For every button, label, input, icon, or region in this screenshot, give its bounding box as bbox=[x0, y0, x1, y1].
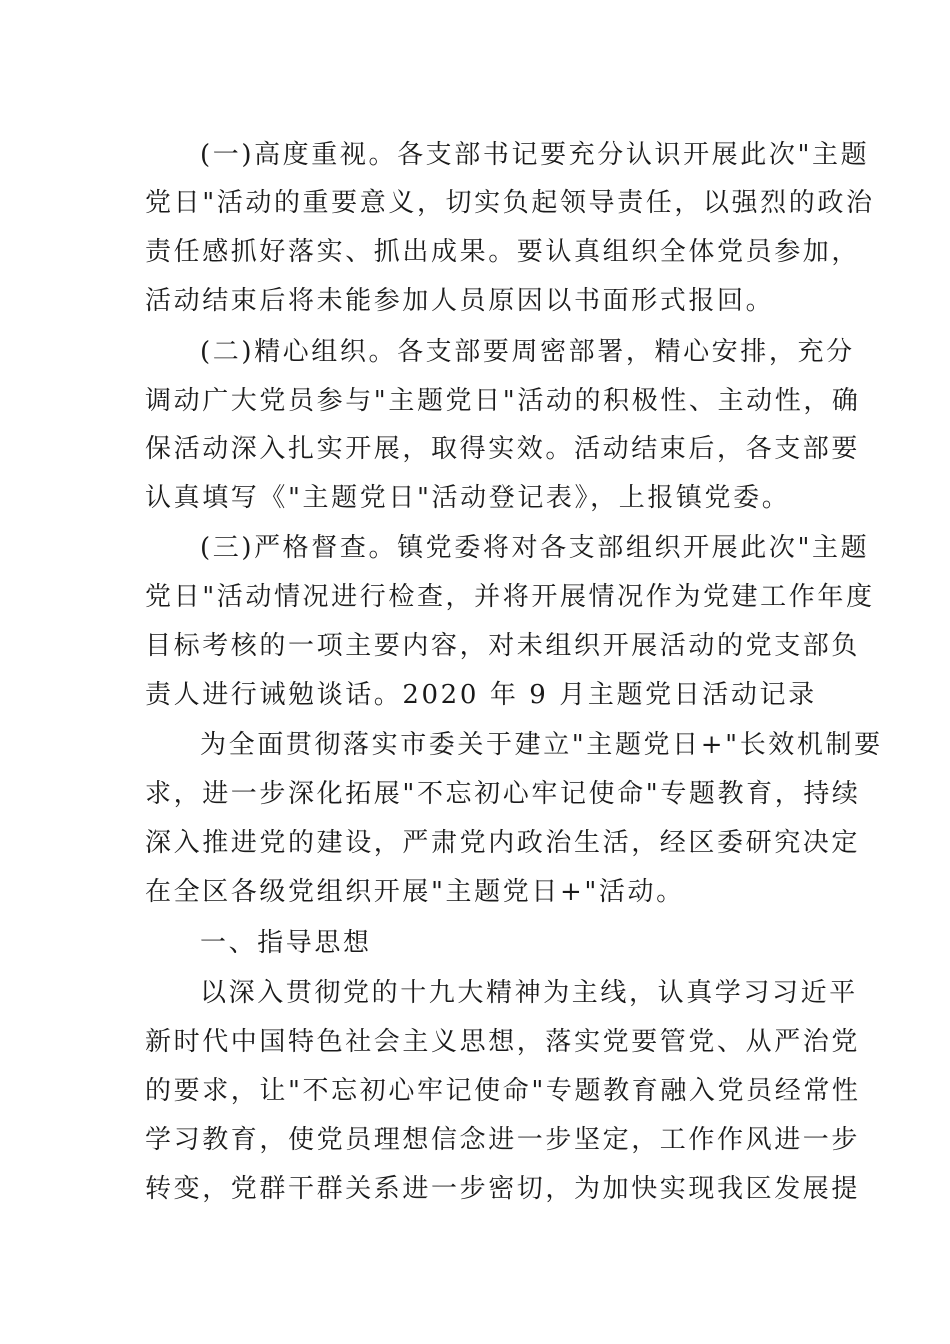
paragraph-3-line-3: 目标考核的一项主要内容，对未组织开展活动的党支部负 bbox=[145, 631, 861, 661]
paragraph-5-line-4: 学习教育，使党员理想信念进一步坚定，工作作风进一步 bbox=[145, 1125, 861, 1155]
paragraph-5-line-3: 的要求，让"不忘初心牢记使命"专题教育融入党员经常性 bbox=[145, 1076, 861, 1106]
paragraph-3-line-2: 党日"活动情况进行检查，并将开展情况作为党建工作年度 bbox=[145, 582, 875, 612]
paragraph-4-line-2: 求，进一步深化拓展"不忘初心牢记使命"专题教育，持续 bbox=[145, 779, 861, 809]
paragraph-5-line-2: 新时代中国特色社会主义思想，落实党要管党、从严治党 bbox=[145, 1027, 861, 1057]
paragraph-1-line-1: (一)高度重视。各支部书记要充分认识开展此次"主题 bbox=[200, 140, 870, 170]
paragraph-5-line-5: 转变，党群干群关系进一步密切，为加快实现我区发展提 bbox=[145, 1174, 861, 1204]
paragraph-2-line-3: 保活动深入扎实开展，取得实效。活动结束后，各支部要 bbox=[145, 434, 861, 464]
section-heading: 一、指导思想 bbox=[200, 928, 372, 958]
paragraph-3-line-1: (三)严格督查。镇党委将对各支部组织开展此次"主题 bbox=[200, 533, 870, 563]
paragraph-1-line-4: 活动结束后将未能参加人员原因以书面形式报回。 bbox=[145, 286, 775, 316]
paragraph-4-line-1: 为全面贯彻落实市委关于建立"主题党日+"长效机制要 bbox=[200, 730, 883, 760]
paragraph-1-line-2: 党日"活动的重要意义，切实负起领导责任，以强烈的政治 bbox=[145, 188, 875, 218]
paragraph-4-line-4: 在全区各级党组织开展"主题党日+"活动。 bbox=[145, 877, 685, 907]
paragraph-2-line-4: 认真填写《"主题党日"活动登记表》，上报镇党委。 bbox=[145, 483, 791, 513]
paragraph-1-line-3: 责任感抓好落实、抓出成果。要认真组织全体党员参加， bbox=[145, 237, 861, 267]
paragraph-5-line-1: 以深入贯彻党的十九大精神为主线，认真学习习近平 bbox=[200, 978, 858, 1008]
paragraph-3-line-4: 责人进行诫勉谈话。2020 年 9 月主题党日活动记录 bbox=[145, 680, 817, 710]
paragraph-2-line-2: 调动广大党员参与"主题党日"活动的积极性、主动性，确 bbox=[145, 386, 861, 416]
paragraph-2-line-1: (二)精心组织。各支部要周密部署，精心安排，充分 bbox=[200, 337, 855, 367]
paragraph-4-line-3: 深入推进党的建设，严肃党内政治生活，经区委研究决定 bbox=[145, 828, 861, 858]
